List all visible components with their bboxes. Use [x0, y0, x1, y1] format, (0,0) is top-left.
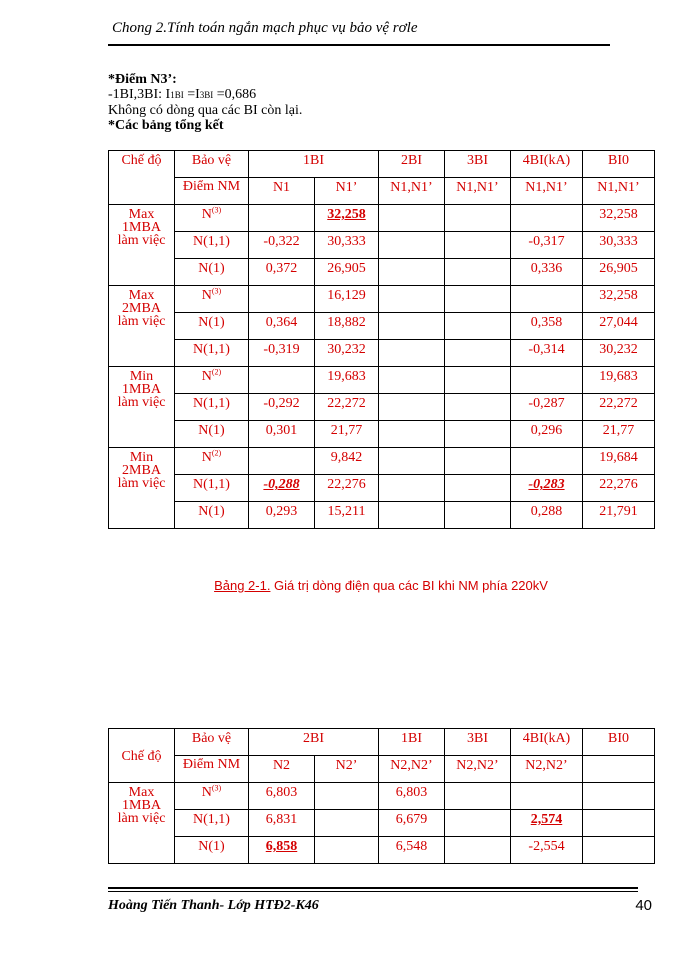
header-2bi: 2BI — [249, 729, 379, 756]
table-row — [109, 475, 655, 502]
value-cell — [511, 448, 583, 475]
table-row — [109, 837, 655, 864]
header-2bi: 2BI — [379, 151, 445, 178]
point-cell: N(1) — [175, 837, 249, 864]
value-cell — [379, 502, 445, 529]
point-cell: N(1,1) — [175, 810, 249, 837]
value-cell: 21,791 — [583, 502, 655, 529]
value-cell: 26,905 — [583, 259, 655, 286]
value-cell — [445, 286, 511, 313]
value-cell — [583, 810, 655, 837]
value-cell — [583, 837, 655, 864]
value-cell: 0,296 — [511, 421, 583, 448]
value-cell — [315, 810, 379, 837]
mode-cell: Max 1MBA làm việc — [109, 783, 175, 864]
value-cell — [379, 313, 445, 340]
no-current-note: Không có dòng qua các BI còn lại. — [108, 103, 303, 118]
value-cell: 9,842 — [315, 448, 379, 475]
table-row — [109, 259, 655, 286]
value-cell — [445, 475, 511, 502]
value-cell: 21,77 — [583, 421, 655, 448]
value-cell: 6,858 — [249, 837, 315, 864]
value-cell — [445, 502, 511, 529]
sub-header: N2’ — [315, 756, 379, 783]
sub-header: N1,N1’ — [511, 178, 583, 205]
value-cell — [315, 837, 379, 864]
header-protection: Bảo vệ — [175, 151, 249, 178]
value-cell: 22,276 — [315, 475, 379, 502]
value-cell — [379, 232, 445, 259]
eq-prefix: -1BI,3BI: I — [108, 87, 171, 102]
sub-header: N2,N2’ — [511, 756, 583, 783]
point-cell: $N^{(2)}$ — [175, 367, 249, 394]
caption-text: Giá trị dòng điện qua các BI khi NM phía 220kV — [270, 578, 548, 593]
header-3bi: 3BI — [445, 151, 511, 178]
mode-cell: Min 1MBA làm việc — [109, 367, 175, 448]
value-cell: 30,232 — [583, 340, 655, 367]
table-row — [109, 232, 655, 259]
point-cell: N(1,1) — [175, 394, 249, 421]
sub-header: N2 — [249, 756, 315, 783]
value-cell — [445, 394, 511, 421]
page-number: 40 — [635, 897, 652, 914]
header-4bi: 4BI(kA) — [511, 151, 583, 178]
header-protection: Bảo vệ — [175, 729, 249, 756]
value-cell — [445, 421, 511, 448]
sub-header: N1 — [249, 178, 315, 205]
value-cell — [445, 205, 511, 232]
value-cell: 19,683 — [315, 367, 379, 394]
value-cell: 0,293 — [249, 502, 315, 529]
eq-sub1: 1BI — [170, 90, 184, 100]
header-mode: Chế độ — [109, 151, 175, 205]
value-cell: 0,364 — [249, 313, 315, 340]
table-row — [109, 340, 655, 367]
value-cell: 2,574 — [511, 810, 583, 837]
value-cell: 32,258 — [583, 205, 655, 232]
value-cell: 22,276 — [583, 475, 655, 502]
value-cell: -0,322 — [249, 232, 315, 259]
header-1bi: 1BI — [249, 151, 379, 178]
point-cell: $N^{(3)}$ — [175, 783, 249, 810]
table-row — [109, 205, 655, 232]
value-cell — [379, 421, 445, 448]
value-cell — [379, 286, 445, 313]
value-cell — [379, 340, 445, 367]
value-cell: -0,288 — [249, 475, 315, 502]
value-cell: 0,336 — [511, 259, 583, 286]
table-row — [109, 421, 655, 448]
value-cell — [511, 205, 583, 232]
table-row — [109, 367, 655, 394]
point-heading: *Điểm N3’: — [108, 72, 177, 87]
value-cell: -0,292 — [249, 394, 315, 421]
point-cell: $N^{(3)}$ — [175, 286, 249, 313]
point-cell: N(1,1) — [175, 232, 249, 259]
value-cell: 16,129 — [315, 286, 379, 313]
current-equation — [108, 87, 628, 103]
value-cell: 32,258 — [315, 205, 379, 232]
header-fault-point: Điểm NM — [175, 756, 249, 783]
intro-section — [108, 72, 628, 133]
value-cell — [511, 286, 583, 313]
value-cell: 32,258 — [583, 286, 655, 313]
eq-value: =0,686 — [213, 87, 257, 102]
point-cell: $N^{(2)}$ — [175, 448, 249, 475]
value-cell — [315, 783, 379, 810]
summary-table-220kv — [108, 150, 655, 529]
value-cell — [379, 394, 445, 421]
value-cell — [249, 205, 315, 232]
value-cell — [511, 367, 583, 394]
table-row — [109, 448, 655, 475]
table-row — [109, 286, 655, 313]
header-1bi: 1BI — [379, 729, 445, 756]
sub-header — [583, 756, 655, 783]
value-cell: 30,333 — [315, 232, 379, 259]
value-cell — [379, 367, 445, 394]
header-3bi: 3BI — [445, 729, 511, 756]
value-cell: 18,882 — [315, 313, 379, 340]
table-caption — [108, 578, 654, 593]
point-cell: N(1,1) — [175, 340, 249, 367]
value-cell — [249, 367, 315, 394]
header-title: Chong 2.Tính toán ngắn mạch phục vụ bảo vệ rơle — [112, 20, 418, 36]
point-cell: N(1,1) — [175, 475, 249, 502]
table-row — [109, 313, 655, 340]
page-header — [108, 16, 610, 46]
value-cell: 27,044 — [583, 313, 655, 340]
summary-heading: *Các bảng tổng kết — [108, 118, 224, 133]
value-cell: 0,301 — [249, 421, 315, 448]
footer-rule — [108, 891, 638, 892]
caption-label: Bảng 2-1. — [214, 578, 271, 593]
value-cell: 19,684 — [583, 448, 655, 475]
header-bi0: BI0 — [583, 729, 655, 756]
value-cell: -0,287 — [511, 394, 583, 421]
header-4bi: 4BI(kA) — [511, 729, 583, 756]
footer-author: Hoàng Tiến Thanh- Lớp HTĐ2-K46 — [108, 898, 319, 913]
value-cell — [445, 232, 511, 259]
mode-cell: Max 2MBA làm việc — [109, 286, 175, 367]
value-cell: 6,679 — [379, 810, 445, 837]
value-cell: 21,77 — [315, 421, 379, 448]
point-cell: $N^{(3)}$ — [175, 205, 249, 232]
value-cell: 26,905 — [315, 259, 379, 286]
value-cell — [445, 837, 511, 864]
summary-table-second — [108, 728, 655, 864]
mode-cell: Max 1MBA làm việc — [109, 205, 175, 286]
table-row — [109, 502, 655, 529]
value-cell — [445, 367, 511, 394]
value-cell: 15,211 — [315, 502, 379, 529]
value-cell — [249, 286, 315, 313]
value-cell: -0,314 — [511, 340, 583, 367]
value-cell: 0,372 — [249, 259, 315, 286]
value-cell — [583, 783, 655, 810]
value-cell — [445, 340, 511, 367]
mode-cell: Min 2MBA làm việc — [109, 448, 175, 529]
value-cell: 6,803 — [379, 783, 445, 810]
eq-sub2: 3BI — [199, 90, 214, 100]
value-cell: -2,554 — [511, 837, 583, 864]
value-cell — [379, 475, 445, 502]
value-cell: 6,831 — [249, 810, 315, 837]
value-cell: 0,358 — [511, 313, 583, 340]
value-cell: 22,272 — [583, 394, 655, 421]
sub-header: N2,N2’ — [379, 756, 445, 783]
table-row — [109, 783, 655, 810]
sub-header: N2,N2’ — [445, 756, 511, 783]
value-cell — [379, 448, 445, 475]
value-cell — [445, 313, 511, 340]
sub-header: N1,N1’ — [583, 178, 655, 205]
point-cell: N(1) — [175, 313, 249, 340]
point-cell: N(1) — [175, 259, 249, 286]
value-cell — [249, 448, 315, 475]
value-cell — [379, 259, 445, 286]
value-cell: 6,548 — [379, 837, 445, 864]
footer-rule — [108, 887, 638, 889]
point-cell: N(1) — [175, 421, 249, 448]
header-bi0: BI0 — [583, 151, 655, 178]
value-cell: 19,683 — [583, 367, 655, 394]
value-cell — [511, 783, 583, 810]
sub-header: N1’ — [315, 178, 379, 205]
value-cell: -0,317 — [511, 232, 583, 259]
value-cell: 22,272 — [315, 394, 379, 421]
value-cell: 6,803 — [249, 783, 315, 810]
value-cell: 30,232 — [315, 340, 379, 367]
table-row — [109, 394, 655, 421]
value-cell — [445, 259, 511, 286]
value-cell — [445, 783, 511, 810]
value-cell — [379, 205, 445, 232]
value-cell: -0,283 — [511, 475, 583, 502]
eq-mid: =I — [183, 87, 200, 102]
value-cell — [445, 810, 511, 837]
value-cell: 30,333 — [583, 232, 655, 259]
value-cell — [445, 448, 511, 475]
value-cell: -0,319 — [249, 340, 315, 367]
table-row — [109, 810, 655, 837]
header-fault-point: Điểm NM — [175, 178, 249, 205]
point-cell: N(1) — [175, 502, 249, 529]
sub-header: N1,N1’ — [379, 178, 445, 205]
sub-header: N1,N1’ — [445, 178, 511, 205]
header-mode: Chế độ — [109, 729, 175, 783]
value-cell: 0,288 — [511, 502, 583, 529]
